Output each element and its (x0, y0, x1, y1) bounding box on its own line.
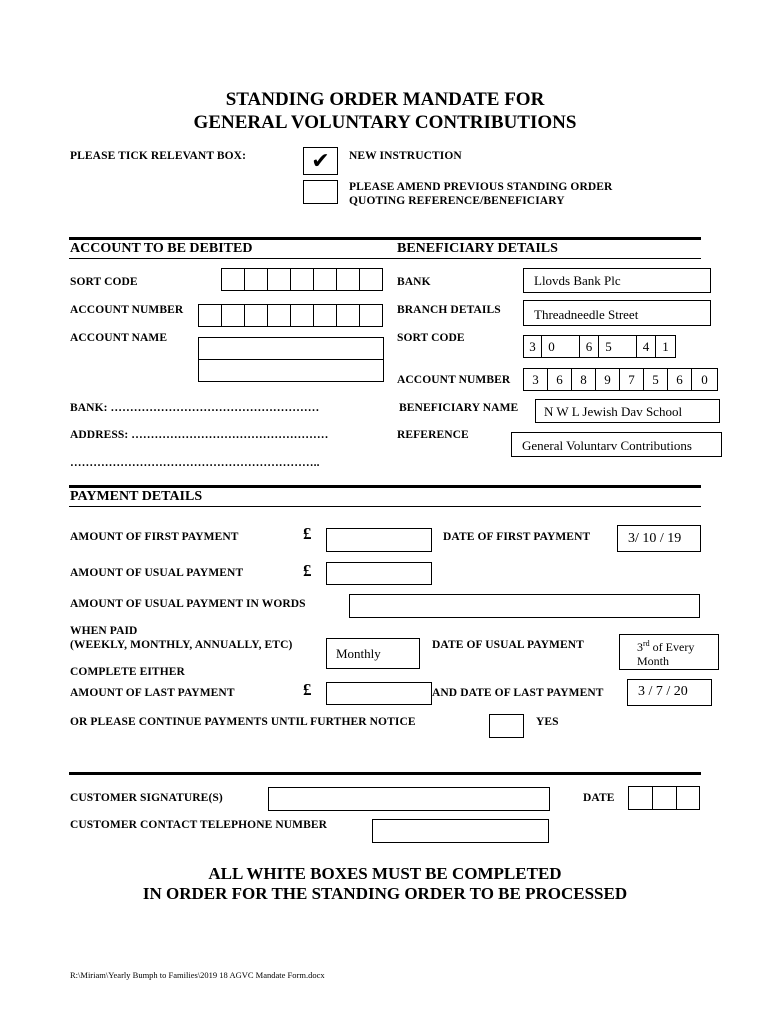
new-instruction-checkbox[interactable] (303, 147, 338, 175)
account-name-field-2[interactable] (198, 359, 384, 382)
beneficiary-bank-field[interactable] (523, 268, 711, 293)
account-name-label: ACCOUNT NAME (70, 332, 168, 344)
sort-digit: 0 (548, 338, 555, 354)
branch-details-value: Threadneedle Street (534, 307, 639, 322)
last-payment-date-label: AND DATE OF LAST PAYMENT (432, 687, 604, 699)
beneficiary-name-value: N W L Jewish Dav School (544, 404, 683, 419)
usual-payment-amount-field[interactable] (326, 562, 432, 585)
checkmark-icon: ✔ (311, 148, 330, 173)
amend-label-line2: QUOTING REFERENCE/BENEFICIARY (349, 195, 565, 207)
account-digit: 8 (572, 369, 596, 390)
pound-sign-icon: £ (303, 680, 312, 699)
account-digit: 5 (644, 369, 668, 390)
amend-checkbox[interactable] (303, 180, 338, 204)
account-number-label: ACCOUNT NUMBER (70, 304, 184, 316)
sort-code-label: SORT CODE (70, 276, 138, 288)
sort-digit: 4 (637, 336, 656, 357)
sort-digit: 5 (605, 338, 612, 354)
usual-payment-date-value: 3rd of Every (637, 639, 695, 654)
signature-date-label: DATE (583, 792, 615, 804)
payment-heading: PAYMENT DETAILS (70, 489, 203, 504)
continue-payments-label: OR PLEASE CONTINUE PAYMENTS UNTIL FURTHER NOTICE (70, 716, 416, 728)
when-paid-field[interactable] (326, 638, 420, 669)
section-underline (69, 506, 701, 507)
account-digit: 6 (548, 369, 572, 390)
beneficiary-heading: BENEFICIARY DETAILS (397, 241, 558, 256)
debit-address-line2: ……………………………………………………….. (70, 457, 320, 469)
when-paid-label: WHEN PAID (70, 625, 138, 637)
first-payment-amount-label: AMOUNT OF FIRST PAYMENT (70, 531, 239, 543)
form-title-line2: GENERAL VOLUNTARY CONTRIBUTIONS (193, 112, 577, 133)
section-divider (69, 237, 701, 240)
notice-line1: ALL WHITE BOXES MUST BE COMPLETED (208, 864, 562, 883)
usual-payment-words-label: AMOUNT OF USUAL PAYMENT IN WORDS (70, 598, 306, 610)
account-digit: 0 (701, 371, 708, 387)
continue-yes-label: YES (536, 716, 559, 728)
pound-sign-icon: £ (303, 561, 312, 580)
usual-payment-date-value-line2: Month (637, 654, 670, 668)
notice-line2: IN ORDER FOR THE STANDING ORDER TO BE PROCESSED (142, 884, 628, 903)
account-digit: 9 (596, 369, 620, 390)
reference-value: General Voluntarv Contributions (522, 438, 692, 453)
account-name-field-1[interactable] (198, 337, 384, 360)
debit-bank-line: BANK: ……………………………………………… (70, 402, 320, 414)
complete-either-label: COMPLETE EITHER (70, 666, 185, 678)
file-path-footer: R:\Miriam\Yearly Bumph to Families\2019 18 AGVC Mandate Form.docx (70, 970, 325, 980)
beneficiary-bank-value: Llovds Bank Plc (534, 273, 621, 288)
first-payment-date-label: DATE OF FIRST PAYMENT (443, 531, 591, 543)
debit-heading: ACCOUNT TO BE DEBITED (70, 241, 253, 256)
sort-digit (561, 336, 580, 357)
beneficiary-sort-code-label: SORT CODE (397, 332, 465, 344)
debit-address-line: ADDRESS: …………………………………………… (70, 429, 329, 441)
reference-field[interactable] (511, 432, 722, 457)
telephone-field[interactable] (372, 819, 549, 843)
beneficiary-bank-label: BANK (397, 276, 431, 288)
when-paid-hint: (WEEKLY, MONTHLY, ANNUALLY, ETC) (70, 639, 293, 651)
tick-instruction-label: PLEASE TICK RELEVANT BOX: (70, 150, 247, 162)
usual-payment-amount-label: AMOUNT OF USUAL PAYMENT (70, 567, 244, 579)
beneficiary-account-field[interactable] (523, 368, 718, 391)
branch-details-field[interactable] (523, 300, 711, 326)
signature-label: CUSTOMER SIGNATURE(S) (70, 792, 223, 804)
sort-digit: 6 (580, 336, 599, 357)
sort-digit: 1 (662, 338, 669, 354)
beneficiary-account-label: ACCOUNT NUMBER (397, 374, 511, 386)
account-digit: 6 (668, 369, 692, 390)
usual-payment-words-field[interactable] (349, 594, 700, 618)
when-paid-value: Monthly (336, 646, 381, 661)
account-digit: 3 (524, 369, 548, 390)
telephone-label: CUSTOMER CONTACT TELEPHONE NUMBER (70, 819, 328, 831)
usual-payment-date-label: DATE OF USUAL PAYMENT (432, 639, 584, 651)
section-underline (69, 258, 701, 259)
continue-yes-checkbox[interactable] (489, 714, 524, 738)
beneficiary-sort-code-field[interactable] (523, 335, 676, 358)
form-title-line1: STANDING ORDER MANDATE FOR (225, 89, 545, 110)
amend-label-line1: PLEASE AMEND PREVIOUS STANDING ORDER (349, 181, 613, 193)
first-payment-date-value: 3/ 10 / 19 (628, 531, 682, 546)
debit-account-number-field[interactable] (198, 304, 383, 327)
last-payment-date-value: 3 / 7 / 20 (638, 684, 688, 699)
sort-digit: 3 (524, 336, 542, 357)
first-payment-amount-field[interactable] (326, 528, 432, 552)
section-divider (69, 772, 701, 775)
signature-date-field[interactable] (628, 786, 700, 810)
pound-sign-icon: £ (303, 524, 312, 543)
last-payment-amount-label: AMOUNT OF LAST PAYMENT (70, 687, 235, 699)
beneficiary-name-field[interactable] (535, 399, 720, 423)
section-divider (69, 485, 701, 488)
usual-payment-date-field[interactable] (619, 634, 719, 670)
reference-label: REFERENCE (397, 429, 469, 441)
new-instruction-label: NEW INSTRUCTION (349, 150, 462, 162)
beneficiary-name-label: BENEFICIARY NAME (399, 402, 519, 414)
sort-digit (618, 336, 637, 357)
account-digit: 7 (620, 369, 644, 390)
last-payment-date-field[interactable] (627, 679, 712, 706)
debit-sort-code-field[interactable] (221, 268, 383, 291)
signature-field[interactable] (268, 787, 550, 811)
first-payment-date-field[interactable] (617, 525, 701, 552)
last-payment-amount-field[interactable] (326, 682, 432, 705)
branch-details-label: BRANCH DETAILS (397, 304, 501, 316)
